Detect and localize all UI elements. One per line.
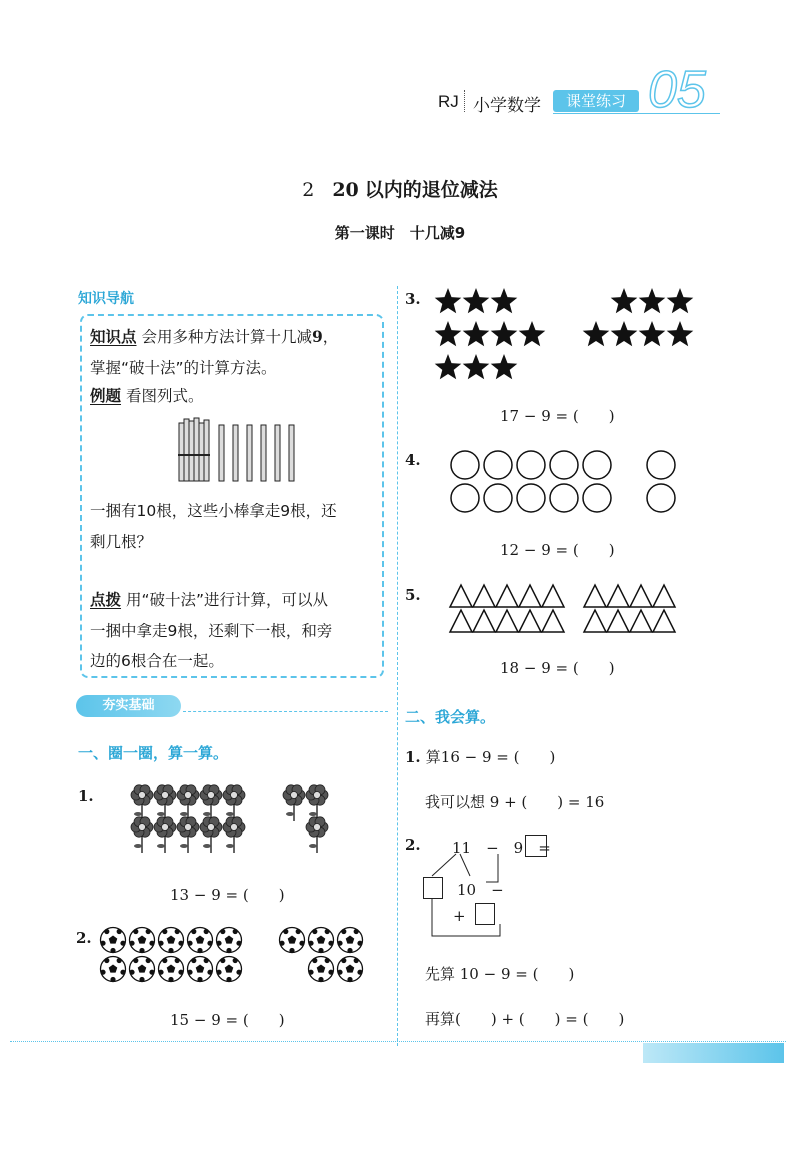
section1-heading: 一、圈一圈，算一算。 [78, 744, 229, 762]
page-title [0, 175, 800, 202]
split-box-left[interactable] [423, 877, 443, 899]
triangle-shape [496, 610, 518, 632]
circle-shape [451, 484, 479, 512]
star-icon [491, 321, 518, 346]
split-box-right[interactable] [475, 903, 495, 925]
title-number: 20 [332, 179, 359, 201]
triangle-shape [542, 585, 564, 607]
column-divider [397, 286, 398, 1046]
triangle-shape [607, 585, 629, 607]
section2-heading: 二、我会算。 [405, 708, 496, 726]
flower-icon [177, 817, 199, 853]
q4-number: 4. [405, 451, 421, 469]
soccer-ball-icon [337, 928, 362, 954]
star-icon [639, 288, 666, 313]
triangle-shape [653, 610, 675, 632]
s2-q2-equation: 11 − 9 = [452, 839, 551, 857]
soccer-ball-icon [308, 957, 333, 983]
flower-icon [306, 817, 328, 853]
star-icon [667, 288, 694, 313]
flower-icon [306, 785, 328, 821]
triangle-shape [630, 585, 652, 607]
flower-icon [154, 785, 176, 821]
footer-line [10, 1041, 786, 1042]
stars-illustration [430, 285, 700, 385]
star-icon [583, 321, 610, 346]
triangle-shape [519, 610, 541, 632]
soccer-ball-icon [129, 957, 154, 983]
star-icon [639, 321, 666, 346]
soccer-ball-icon [129, 928, 154, 954]
flower-icon [223, 817, 245, 853]
split-expression: 10 − [457, 881, 504, 899]
triangle-shape [450, 610, 472, 632]
flower-icon [177, 785, 199, 821]
example-problem-line2: 剩几根？ [90, 533, 153, 551]
circle-shape [484, 484, 512, 512]
star-icon [463, 354, 490, 379]
soccer-balls-illustration [100, 927, 370, 987]
star-icon [435, 321, 462, 346]
star-icon [463, 321, 490, 346]
star-icon [435, 354, 462, 379]
soccer-ball-icon [279, 928, 304, 954]
triangle-shape [542, 610, 564, 632]
star-icon [491, 354, 518, 379]
hint-line3: 边的6根合在一起。 [90, 652, 224, 670]
star-icon [611, 288, 638, 313]
triangle-shape [584, 585, 606, 607]
circle-shape [583, 451, 611, 479]
q5-number: 5. [405, 586, 421, 604]
section-banner: 夯实基础 [76, 695, 181, 717]
star-icon [463, 288, 490, 313]
circle-shape [647, 484, 675, 512]
triangles-illustration [448, 583, 688, 633]
example-problem-line1: 一捆有10根，这些小棒拿走9根，还 [90, 502, 337, 520]
practice-badge: 课堂练习 [553, 90, 639, 112]
series-label: RJ [438, 92, 459, 111]
flower-icon [223, 785, 245, 821]
q4-equation: 12 − 9 = ( ) [500, 541, 615, 559]
soccer-ball-icon [158, 957, 183, 983]
example-line: 例题 看图列式。 [90, 387, 204, 405]
circle-shape [583, 484, 611, 512]
knowledge-point-line2: 掌握“破十法”的计算方法。 [90, 359, 277, 377]
circle-shape [451, 451, 479, 479]
star-icon [435, 288, 462, 313]
triangle-shape [496, 585, 518, 607]
flower-icon [131, 785, 153, 821]
star-icon [611, 321, 638, 346]
circle-shape [517, 484, 545, 512]
knowledge-tag: 知识导航 [78, 291, 134, 307]
soccer-ball-icon [158, 928, 183, 954]
circle-shape [517, 451, 545, 479]
triangle-shape [519, 585, 541, 607]
flower-icon [131, 817, 153, 853]
q2-equation: 15 − 9 = ( ) [170, 1011, 285, 1029]
circle-shape [647, 451, 675, 479]
s2-q2-step1: 先算 10 − 9 = ( ) [425, 965, 575, 983]
soccer-ball-icon [187, 957, 212, 983]
s2-q2-number: 2. [405, 836, 421, 854]
triangle-shape [450, 585, 472, 607]
s2-q2-step2: 再算( ) + ( ) = ( ) [425, 1010, 625, 1028]
circle-shape [550, 484, 578, 512]
flower-icon [283, 785, 305, 821]
footer-bar [643, 1043, 784, 1063]
lesson-subtitle: 第一课时 十几减9 [334, 224, 466, 242]
q5-equation: 18 − 9 = ( ) [500, 659, 615, 677]
plus-sign: + [453, 907, 466, 925]
s2-q1-hint: 我可以想 9 + ( ) = 16 [425, 793, 605, 811]
soccer-ball-icon [100, 957, 125, 983]
flower-icon [154, 817, 176, 853]
triangle-shape [607, 610, 629, 632]
q1-number: 1. [78, 787, 94, 805]
soccer-ball-icon [100, 928, 125, 954]
banner-line [183, 711, 388, 712]
title-text: 以内的退位减法 [364, 179, 498, 201]
hint-line1: 点拨 用“破十法”进行计算，可以从 [90, 591, 329, 609]
soccer-ball-icon [216, 928, 241, 954]
circles-illustration [448, 448, 688, 518]
knowledge-point: 知识点 会用多种方法计算十几减9， [90, 327, 339, 346]
flower-icon [200, 817, 222, 853]
chapter-number: 2 [302, 179, 315, 201]
q1-equation: 13 − 9 = ( ) [170, 886, 285, 904]
q3-equation: 17 − 9 = ( ) [500, 407, 615, 425]
subject-label: 小学数学 [473, 96, 541, 116]
flower-icon [200, 785, 222, 821]
soccer-ball-icon [308, 928, 333, 954]
triangle-shape [473, 610, 495, 632]
q2-number: 2. [76, 929, 92, 947]
triangle-shape [584, 610, 606, 632]
page-number: 05 [648, 61, 706, 119]
flowers-illustration [128, 783, 338, 863]
q3-number: 3. [405, 290, 421, 308]
soccer-ball-icon [337, 957, 362, 983]
circle-shape [550, 451, 578, 479]
hint-line2: 一捆中拿走9根，还剩下一根，和旁 [90, 622, 333, 640]
star-icon [667, 321, 694, 346]
header-underline [553, 113, 720, 114]
sticks-illustration [175, 415, 300, 483]
soccer-ball-icon [216, 957, 241, 983]
s2-q1-line: 1. 算16 − 9 = ( ) [405, 748, 556, 766]
circle-shape [484, 451, 512, 479]
triangle-shape [630, 610, 652, 632]
triangle-shape [473, 585, 495, 607]
star-icon [519, 321, 546, 346]
header-separator [464, 90, 465, 112]
soccer-ball-icon [187, 928, 212, 954]
star-icon [491, 288, 518, 313]
triangle-shape [653, 585, 675, 607]
